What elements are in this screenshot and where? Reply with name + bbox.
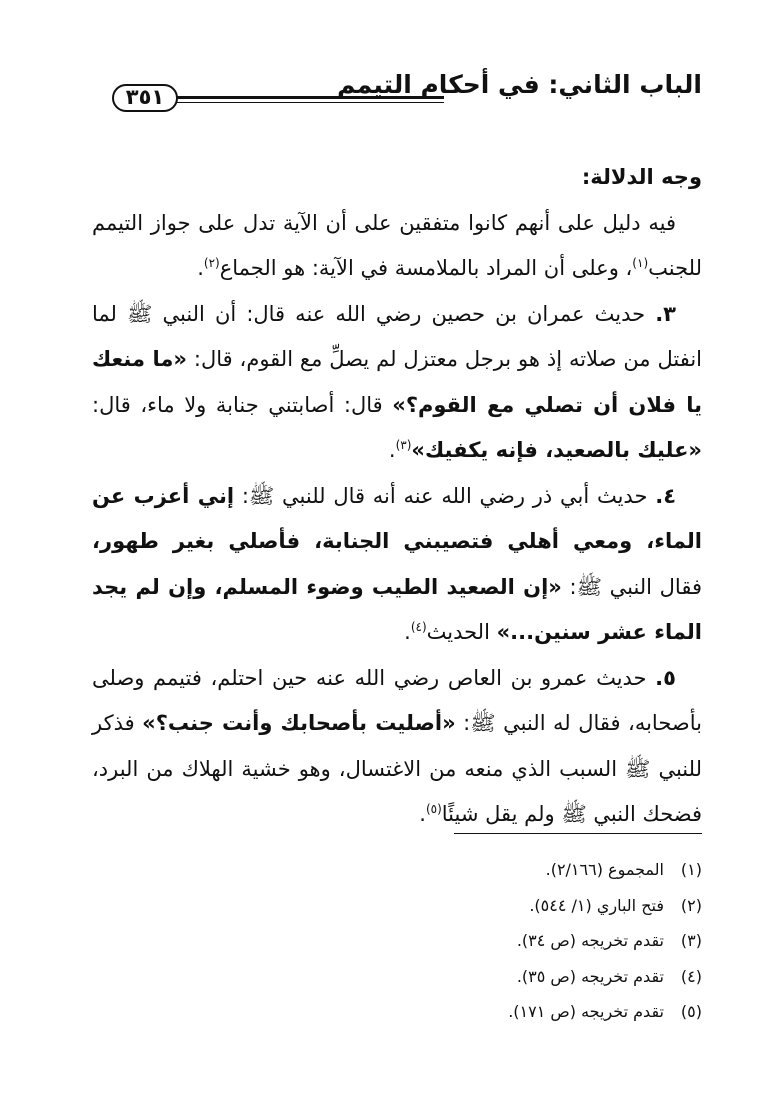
hadith-quote: «عليك بالصعيد، فإنه يكفيك»	[411, 438, 702, 462]
paragraph-text: حديث عمرو بن العاص رضي الله عنه حين احتلم، فتيمم وصلى بأصحابه، فقال له النبي ﷺ:	[92, 665, 702, 735]
paragraph-text: ، وعلى أن المراد بالملامسة في الآية: هو الجماع	[219, 256, 633, 280]
footnote-text: المجموع (٢/١٦٦).	[545, 860, 664, 879]
hadith-quote: «إن الصعيد الطيب وضوء المسلم، وإن لم يجد الماء عشر سنين...»	[92, 574, 702, 644]
paragraph-text: حديث أبي ذر رضي الله عنه أنه قال للنبي ﷺ:	[241, 483, 648, 508]
book-page	[92, 60, 702, 1070]
footnotes-list	[508, 852, 702, 1030]
footnote-number: (٣)	[680, 931, 702, 950]
paragraph-text: فذكر للنبي ﷺ السبب الذي منعه من الاغتسال، وهو خشية الهلاك من البرد، فضحك النبي ﷺ ولم يقل شيئًا	[92, 711, 702, 826]
paragraph-text: قال: أصابتني جنابة ولا ماء، قال:	[92, 392, 383, 417]
footnote-text: تقدم تخريجه (ص ٣٤).	[516, 931, 664, 950]
header-rule	[177, 96, 444, 99]
hadith-quote: إني أعزب عن الماء، ومعي أهلي فتصيبني الجنابة، فأصلي بغير طهور،	[92, 483, 702, 553]
footnote-separator	[454, 833, 702, 834]
paragraph-text: فيه دليل على أنهم كانوا متفقين على أن الآية تدل على جواز التيمم للجنب	[92, 210, 702, 280]
footnote-number: (٥)	[680, 1002, 702, 1021]
footnote-number: (٤)	[680, 966, 702, 986]
page-number: ٣٥١	[112, 84, 178, 112]
paragraph-text: فقال النبي ﷺ:	[569, 574, 702, 599]
footnote-ref-2[interactable]: (٢)	[203, 256, 220, 270]
footnote-text: تقدم تخريجه (ص ١٧١).	[508, 1002, 664, 1021]
chapter-title: الباب الثاني: في أحكام التيمم	[337, 70, 702, 99]
hadith-quote: «ما منعك يا فلان أن تصلي مع القوم؟»	[92, 347, 702, 417]
paragraph-text: .	[404, 620, 411, 644]
paragraph-text: .	[419, 802, 426, 826]
paragraph-text: .	[388, 438, 396, 462]
paragraph-text: حديث عمران بن حصين رضي الله عنه قال: أن النبي ﷺ لما انفتل من صلاته إذ هو برجل معتزل لم يصلِّ مع القوم، قال:	[92, 301, 702, 371]
paragraph-hadith-amr	[92, 656, 702, 838]
paragraph-text: الحديث	[426, 620, 490, 644]
page-header	[92, 60, 702, 120]
footnote-number: (٢)	[680, 895, 702, 915]
paragraph-hadith-abu-dhar	[92, 474, 702, 656]
footnote-ref-3[interactable]: (٣)	[395, 438, 412, 452]
footnote-text: فتح الباري (١/ ٥٤٤).	[529, 895, 664, 915]
footnote-item	[508, 888, 702, 924]
hadith-quote: «أصليت بأصحابك وأنت جنب؟»	[142, 711, 456, 735]
header-rule-thin	[177, 102, 444, 103]
footnote-number: (١)	[680, 860, 702, 879]
paragraph-text: .	[197, 256, 204, 280]
footnote-ref-4[interactable]: (٤)	[410, 620, 427, 634]
section-heading: وجه الدلالة:	[581, 165, 702, 189]
footnote-ref-5[interactable]: (٥)	[425, 802, 442, 816]
footnote-item	[508, 923, 702, 959]
footnote-ref-1[interactable]: (١)	[632, 256, 649, 270]
footnote-item	[508, 994, 702, 1030]
footnote-item	[508, 959, 702, 995]
footnote-text: تقدم تخريجه (ص ٣٥).	[516, 966, 664, 986]
item-number: ٤.	[655, 483, 677, 508]
paragraph-evidence	[92, 201, 702, 292]
paragraph-hadith-imran	[92, 292, 702, 474]
footnote-item	[508, 852, 702, 888]
item-number: ٥.	[655, 665, 676, 690]
item-number: ٣.	[655, 301, 676, 326]
page-body	[92, 155, 702, 838]
